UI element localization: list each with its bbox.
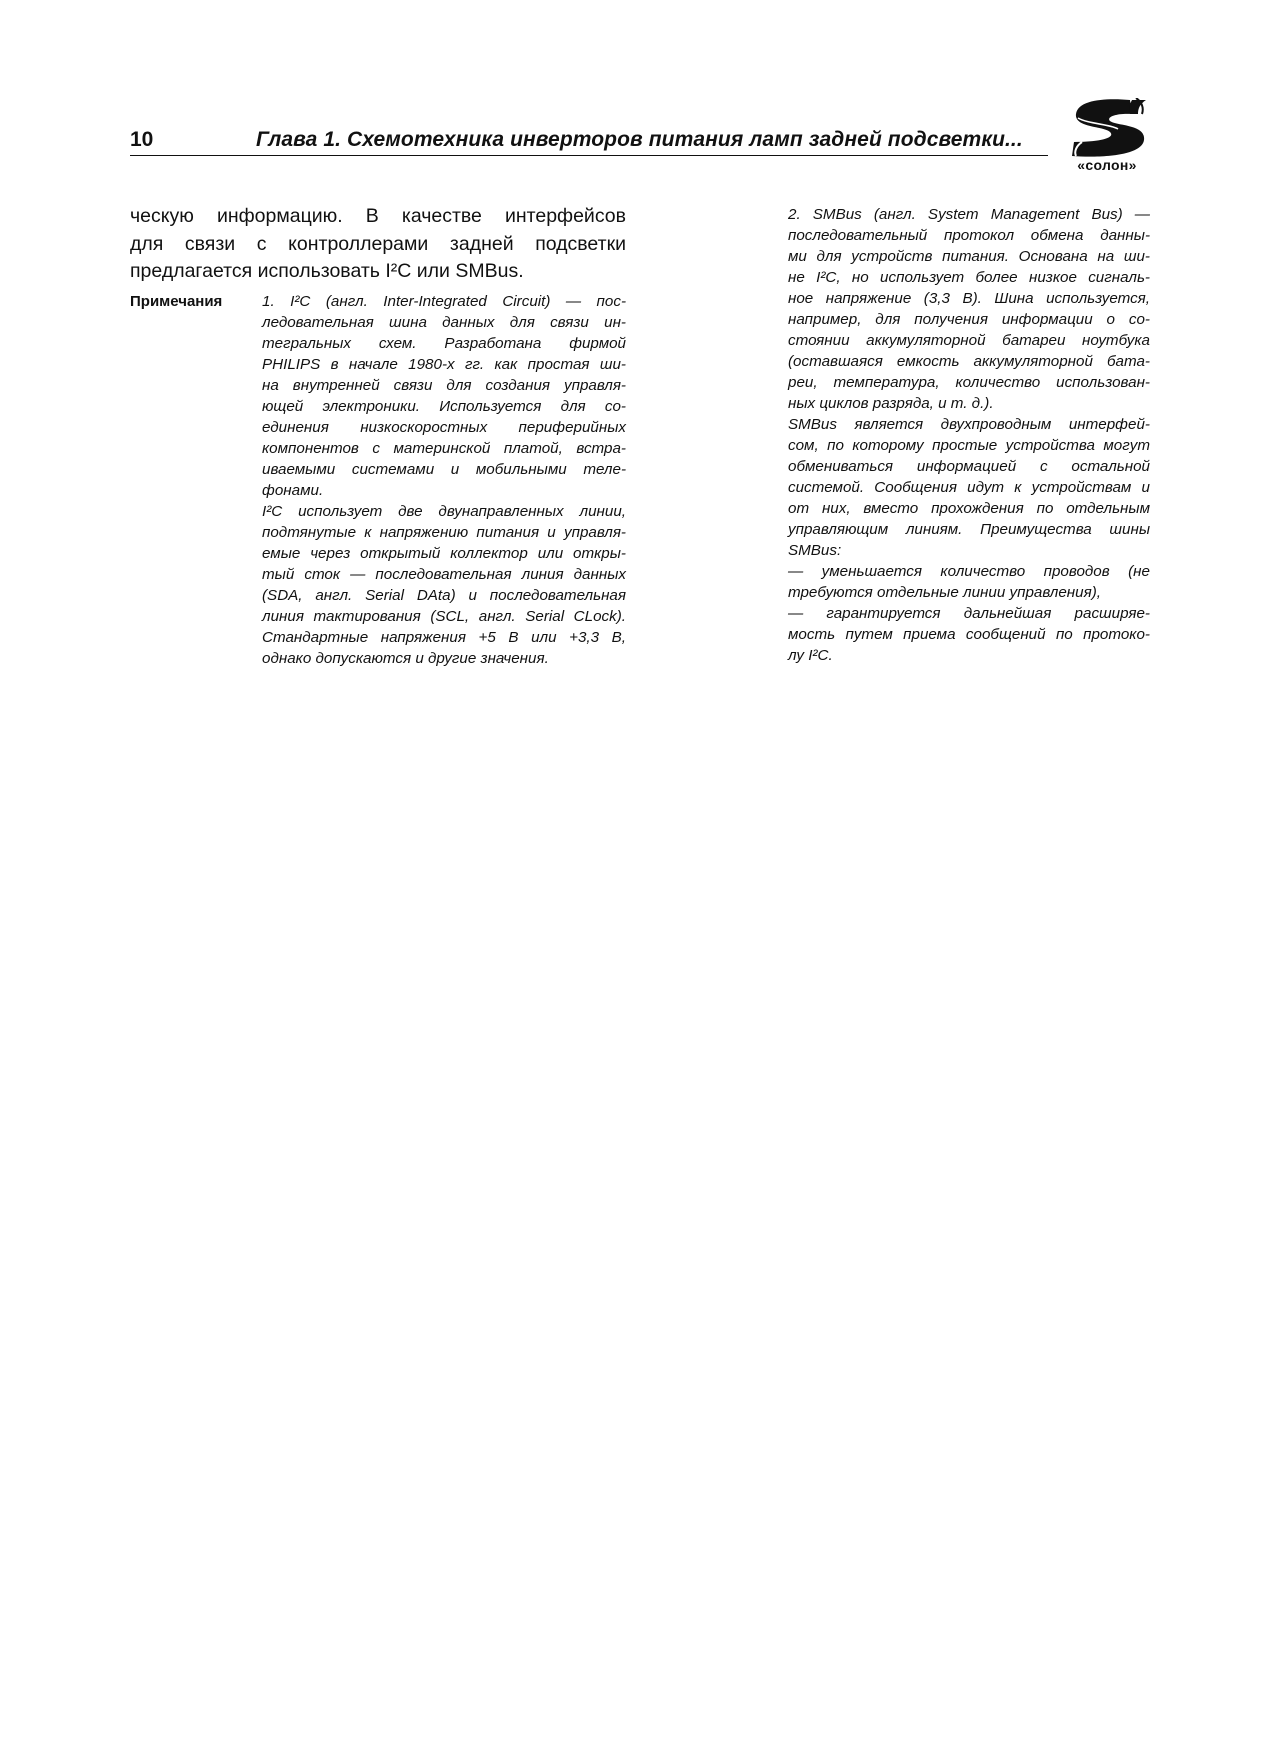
note-line: на внутренней связи для создания управля- [262, 377, 626, 394]
note-line: ми для устройств питания. Основана на ши- [788, 248, 1150, 265]
body-line: предлагается использовать I²C или SMBus. [130, 260, 524, 282]
note-2-text [788, 204, 1150, 666]
body-line: для связи с контроллерами задней подсветки [130, 232, 626, 255]
note-line: — гарантируется дальнейшая расширяе- [788, 605, 1150, 622]
running-header [130, 124, 1050, 156]
note-line: ное напряжение (3,3 В). Шина используется, [788, 290, 1150, 307]
note-line: системой. Сообщения идут к устройствам и [788, 479, 1150, 496]
note-line: — уменьшается количество проводов (не [788, 563, 1150, 580]
solon-logo-icon [1070, 98, 1148, 158]
note-line: реи, температура, количество использован- [788, 374, 1150, 391]
note-line: 1. I²C (англ. Inter-Integrated Circuit) — пос- [262, 293, 626, 310]
note-line: тегральных схем. Разработана фирмой [262, 335, 626, 352]
note-line: последовательный протокол обмена данны- [788, 227, 1150, 244]
note-line: линия тактирования (SCL, англ. Serial CLock). [262, 608, 626, 625]
chapter-title: Глава 1. Схемотехника инверторов питания ламп задней подсветки... [256, 128, 1023, 151]
body-paragraph [130, 203, 626, 286]
note-line: фонами. [262, 482, 324, 499]
note-line: например, для получения информации о со- [788, 311, 1150, 328]
note-line: (оставшаяся емкость аккумуляторной бата- [788, 353, 1150, 370]
note-line: ледовательная шина данных для связи ин- [262, 314, 626, 331]
note-line: лу I²C. [788, 647, 833, 664]
note-line: мость путем приема сообщений по протоко- [788, 626, 1150, 643]
publisher-logo [1062, 98, 1152, 174]
note-line: обмениваться информацией с остальной [788, 458, 1150, 475]
note-line: от них, вместо прохождения по отдельным [788, 500, 1150, 517]
note-line: сом, по которому простые устройства могут [788, 437, 1150, 454]
note-line: управляющим линиям. Преимущества шины [788, 521, 1150, 538]
note-line: единения низкоскоростных периферийных [262, 419, 626, 436]
note-line: стоянии аккумуляторной батареи ноутбука [788, 332, 1150, 349]
note-line: тый сток — последовательная линия данных [262, 566, 626, 583]
note-line: подтянутые к напряжению питания и управля- [262, 524, 626, 541]
note-line: SMBus является двухпроводным интерфей- [788, 416, 1150, 433]
note-line: 2. SMBus (англ. System Management Bus) — [788, 206, 1150, 223]
page-number: 10 [130, 128, 154, 151]
body-line: ческую информацию. В качестве интерфейсов [130, 205, 626, 227]
note-line: Стандартные напряжения +5 В или +3,3 В, [262, 629, 626, 646]
note-line: требуются отдельные линии управления), [788, 584, 1101, 601]
note-line: иваемыми системами и мобильными теле- [262, 461, 626, 478]
note-line: SMBus: [788, 542, 842, 559]
notes-label: Примечания [130, 293, 223, 310]
publisher-name: «солон» [1077, 157, 1137, 173]
header-rule [130, 155, 1048, 156]
note-line: емые через открытый коллектор или откры- [262, 545, 626, 562]
note-line: компонентов с материнской платой, встра- [262, 440, 626, 457]
note-line: ющей электроники. Используется для со- [262, 398, 626, 415]
note-line: не I²C, но использует более низкое сигналь- [788, 269, 1150, 286]
note-line: PHILIPS в начале 1980-х гг. как простая ши- [262, 356, 626, 373]
note-line: (SDA, англ. Serial DAta) и последовательная [262, 587, 626, 604]
note-1-text [262, 291, 626, 669]
note-line: ных циклов разряда, и т. д.). [788, 395, 994, 412]
note-line: I²C использует две двунаправленных линии, [262, 503, 626, 520]
note-line: однако допускаются и другие значения. [262, 650, 549, 667]
